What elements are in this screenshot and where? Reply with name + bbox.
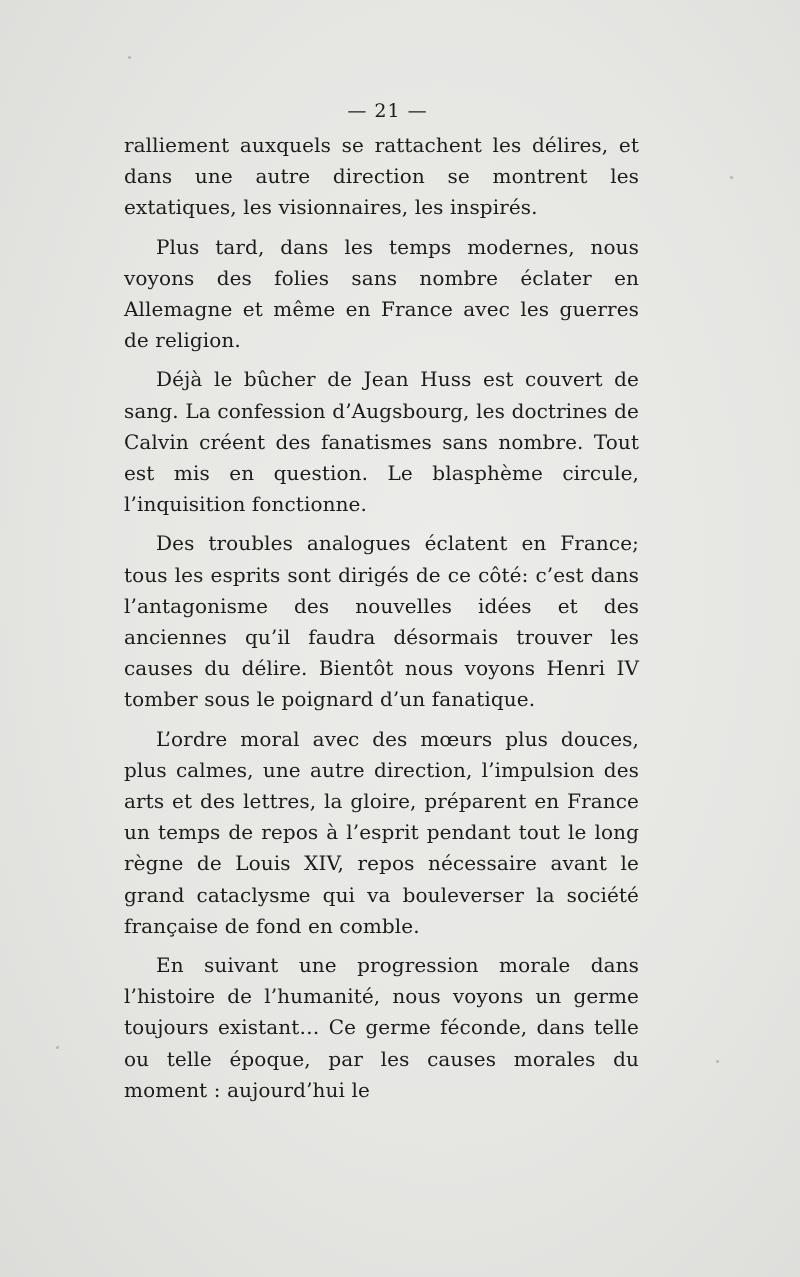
paragraph: Déjà le bûcher de Jean Huss est couvert de sang. La confession d’Augsbourg, les doctrines de Calvin créent des fanatismes sans nombre. Tout est mis en question. Le blasphème circule, l’inquisition fonctionne. [124, 367, 639, 517]
paragraph: Plus tard, dans les temps modernes, nous voyons des folies sans nombre éclater en Allemagne et même en France avec les guerres de religion. [124, 234, 639, 353]
page-text [124, 96, 639, 1106]
paragraph: En suivant une progression morale dans l’histoire de l’humanité, nous voyons un germe toujours existant… Ce germe féconde, dans telle ou telle époque, par les causes morales du moment : aujourd’hui le [124, 953, 639, 1102]
paragraph: Des troubles analogues éclatent en France; tous les esprits sont dirigés de ce côté: c’est dans l’antagonisme des nouvelles idées et des anciennes qu’il faudra désormais trouver les causes du délire. Bientôt nous voyons Henri IV tomber sous le poignard d’un fanatique. [124, 531, 639, 712]
paper-speck [730, 176, 733, 179]
paragraph: ralliement auxquels se rattachent les délires, et dans une autre direction se montrent les extatiques, les visionnaires, les inspirés. [124, 133, 639, 220]
page-number: — 21 — [347, 100, 428, 122]
paper-speck [128, 56, 131, 59]
paper-speck [56, 1046, 59, 1049]
paper-speck [716, 1060, 719, 1063]
paragraph: L’ordre moral avec des mœurs plus douces, plus calmes, une autre direction, l’impulsion des arts et des lettres, la gloire, préparent en France un temps de repos à l’esprit pendant tout le long règne de Louis XIV, repos nécessaire avant le grand cataclysme qui va bouleverser la société française de fond en comble. [124, 726, 639, 938]
